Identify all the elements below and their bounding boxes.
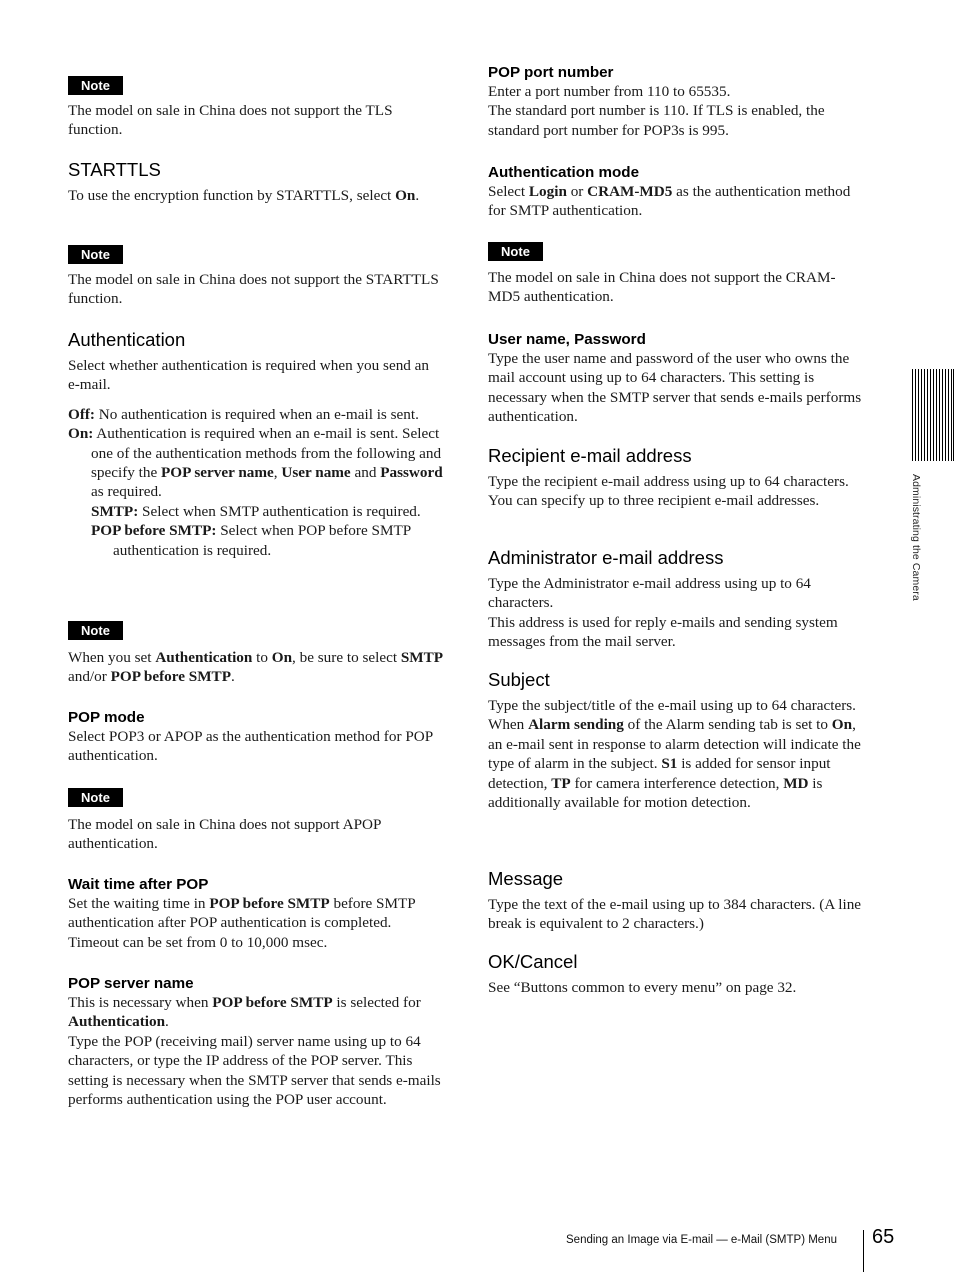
note-text: When you set Authentication to On, be sure to select SMTP and/or POP before SMTP. <box>68 649 444 686</box>
section-heading: Message <box>488 868 564 889</box>
section-heading: POP port number <box>488 64 614 81</box>
section-text-2: When Alarm sending of the Alarm sending tab is set to On, an e-mail sent in response to alarm detection will indicate the type of alarm in the subject. S1 is added for sensor input detection, TP for camera interference detection, MD is additionally available for motion detection. <box>488 716 861 812</box>
note-block-tls <box>68 76 444 140</box>
section-heading: Recipient e-mail address <box>488 445 692 466</box>
side-tab-label: Administrating the Camera <box>910 474 922 601</box>
note-label: Note <box>68 76 123 95</box>
note-label: Note <box>488 242 543 261</box>
note-block-apop <box>68 788 444 854</box>
section-intro: Select whether authentication is required when you send an e-mail. <box>68 357 430 394</box>
section-text: To use the encryption function by STARTTLS, select On. <box>68 187 420 204</box>
section-auth-mode <box>488 163 864 221</box>
section-text: Type the Administrator e-mail address using up to 64 characters. <box>488 575 811 612</box>
section-message <box>488 868 864 934</box>
note-text: The model on sale in China does not support the CRAM-MD5 authentication. <box>488 269 836 306</box>
section-text: Type the user name and password of the user who owns the mail account using up to 64 characters. This setting is necessary when the SMTP server that sends e-mails performs authentication. <box>488 350 862 426</box>
footer-divider <box>863 1230 864 1272</box>
side-tab-marker <box>912 369 954 461</box>
note-text: The model on sale in China does not support the STARTTLS function. <box>68 271 439 308</box>
section-text: Type the recipient e-mail address using up to 64 characters. <box>488 473 849 490</box>
note-label: Note <box>68 621 123 640</box>
option-on: On: Authentication is required when an e-mail is sent. Select one of the authentication methods from the following and specify the POP server name, User name and Password as required. <box>68 425 443 501</box>
note-label: Note <box>68 245 123 264</box>
note-block-authentication <box>68 621 444 687</box>
section-text: See “Buttons common to every menu” on page 32. <box>488 979 797 996</box>
section-authentication <box>68 329 444 560</box>
section-ok-cancel <box>488 951 864 997</box>
section-admin-email <box>488 547 864 652</box>
section-subject <box>488 669 864 812</box>
section-text-2: The standard port number is 110. If TLS is enabled, the standard port number for POP3s is 995. <box>488 102 825 139</box>
section-heading: POP server name <box>68 975 194 992</box>
section-recipient <box>488 445 864 511</box>
section-wait-time <box>68 875 444 952</box>
section-heading: User name, Password <box>488 331 646 348</box>
page-number: 65 <box>872 1226 895 1248</box>
section-pop-port <box>488 63 864 140</box>
section-text: Select POP3 or APOP as the authentication method for POP authentication. <box>68 728 433 765</box>
section-text-2: Type the POP (receiving mail) server name using up to 64 characters, or type the IP address of the POP server. This setting is necessary when the SMTP server that sends e-mails performs authentication using the POP user account. <box>68 1032 441 1109</box>
section-heading: Wait time after POP <box>68 876 209 893</box>
note-text: The model on sale in China does not support the TLS function. <box>68 102 393 139</box>
option-pop-before-smtp: POP before SMTP: Select when POP before SMTP authentication is required. <box>91 522 411 559</box>
section-heading: Authentication mode <box>488 164 640 181</box>
section-heading: OK/Cancel <box>488 951 578 972</box>
section-text: Type the text of the e-mail using up to 384 characters. (A line break is equivalent to 2 characters.) <box>488 896 862 933</box>
footer-section-title: Sending an Image via E-mail — e-Mail (SMTP) Menu <box>566 1234 837 1246</box>
section-text-2: You can specify up to three recipient e-mail addresses. <box>488 492 820 510</box>
section-pop-mode <box>68 708 444 766</box>
section-starttls <box>68 159 444 205</box>
section-heading: STARTTLS <box>68 159 161 180</box>
section-pop-server-name <box>68 974 444 1109</box>
section-text-2: This address is used for reply e-mails and sending system messages from the mail server. <box>488 613 838 651</box>
section-text: Enter a port number from 110 to 65535. <box>488 83 731 100</box>
section-text: Type the subject/title of the e-mail using up to 64 characters. <box>488 697 856 714</box>
section-heading: Administrator e-mail address <box>488 547 724 568</box>
section-text: Set the waiting time in POP before SMTP before SMTP authentication after POP authentication is completed. Timeout can be set from 0 to 10,000 msec. <box>68 895 416 951</box>
note-label: Note <box>68 788 123 807</box>
section-text: This is necessary when POP before SMTP is selected for Authentication. <box>68 994 421 1031</box>
option-smtp: SMTP: Select when SMTP authentication is required. <box>91 502 421 520</box>
note-block-cram <box>488 242 864 307</box>
section-heading: Authentication <box>68 329 186 350</box>
section-heading: Subject <box>488 669 550 690</box>
note-text: The model on sale in China does not support APOP authentication. <box>68 816 381 853</box>
section-user-password <box>488 330 864 427</box>
option-off: Off: No authentication is required when an e-mail is sent. <box>68 405 419 423</box>
section-text: Select Login or CRAM-MD5 as the authentication method for SMTP authentication. <box>488 183 851 220</box>
section-heading: POP mode <box>68 709 145 726</box>
note-block-starttls <box>68 245 444 309</box>
